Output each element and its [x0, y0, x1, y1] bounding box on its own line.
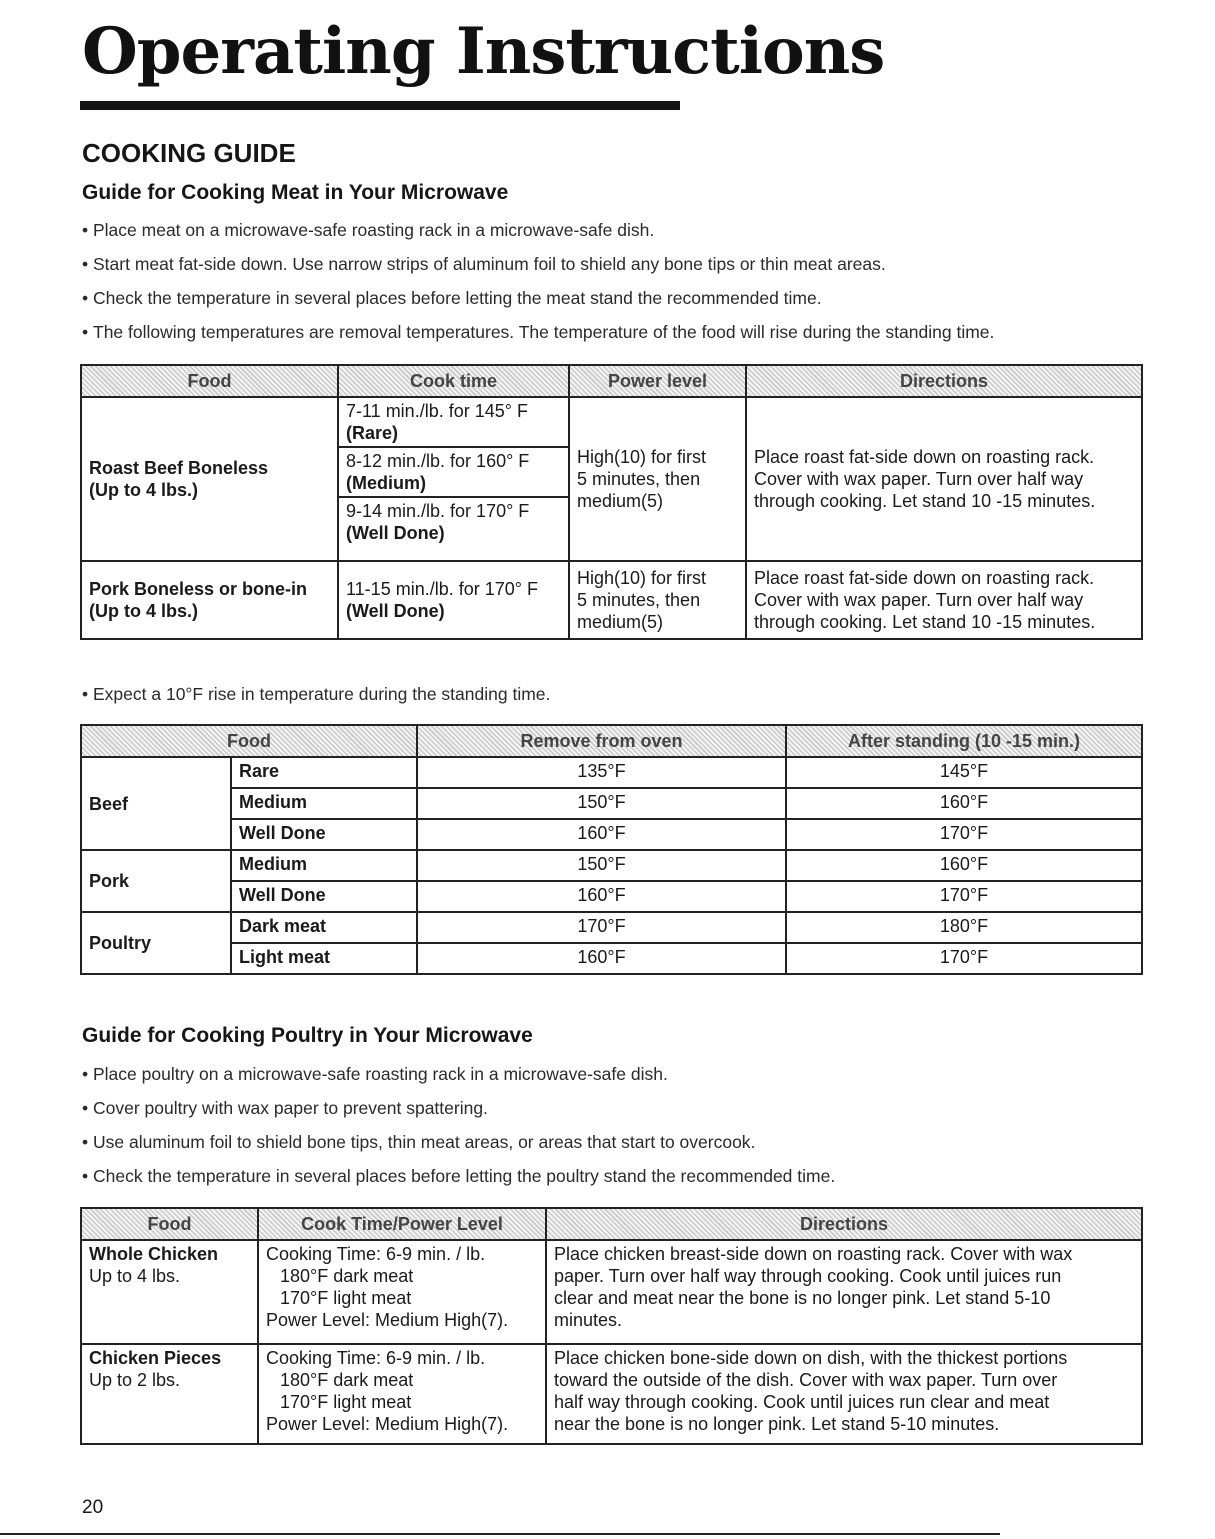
after-standing-cell: 170°F: [786, 881, 1142, 912]
list-item: • Place poultry on a microwave-safe roasting rack in a microwave-safe dish.: [82, 1064, 835, 1098]
doneness-cell: Light meat: [231, 943, 417, 974]
column-header: Food: [81, 1208, 258, 1240]
cook-time-cell: Cooking Time: 6-9 min. / lb. 180°F dark meat 170°F light meat Power Level: Medium High(7).: [258, 1240, 546, 1344]
meat-bullet-list: [82, 220, 994, 356]
after-standing-cell: 170°F: [786, 943, 1142, 974]
cook-time-cell: 11-15 min./lb. for 170° F (Well Done): [338, 561, 569, 639]
after-standing-cell: 145°F: [786, 757, 1142, 788]
meat-guide-heading: Guide for Cooking Meat in Your Microwave: [82, 181, 509, 204]
column-header: Food: [81, 725, 417, 757]
food-group-cell: Pork: [81, 850, 231, 912]
remove-temp-cell: 150°F: [417, 788, 786, 819]
directions-cell: Place roast fat-side down on roasting rack. Cover with wax paper. Turn over half way through cooking. Let stand 10 -15 minutes.: [746, 397, 1142, 561]
doneness-cell: Medium: [231, 788, 417, 819]
table-row: [81, 1240, 1142, 1344]
remove-temp-cell: 160°F: [417, 943, 786, 974]
section-heading: COOKING GUIDE: [82, 138, 296, 168]
food-cell: Roast Beef Boneless (Up to 4 lbs.): [81, 397, 338, 561]
standing-note: [82, 684, 550, 718]
after-standing-cell: 180°F: [786, 912, 1142, 943]
after-standing-cell: 160°F: [786, 788, 1142, 819]
page-title: Operating Instructions: [82, 14, 885, 89]
table-row: [81, 819, 1142, 850]
table-row: [81, 397, 1142, 561]
remove-temp-cell: 160°F: [417, 881, 786, 912]
doneness-cell: Dark meat: [231, 912, 417, 943]
food-cell: Whole Chicken Up to 4 lbs.: [81, 1240, 258, 1344]
poultry-guide-heading: Guide for Cooking Poultry in Your Microwave: [82, 1024, 533, 1047]
list-item: • Start meat fat-side down. Use narrow strips of aluminum foil to shield any bone tips or thin meat areas.: [82, 254, 994, 288]
food-cell: Chicken Pieces Up to 2 lbs.: [81, 1344, 258, 1444]
list-item: • Use aluminum foil to shield bone tips, thin meat areas, or areas that start to overcook.: [82, 1132, 835, 1166]
temperature-table: [80, 724, 1143, 975]
power-level-cell: High(10) for first 5 minutes, then medium(5): [569, 561, 746, 639]
list-item: • The following temperatures are removal temperatures. The temperature of the food will rise during the standing time.: [82, 322, 994, 356]
page-number: 20: [82, 1497, 104, 1518]
food-group-cell: Beef: [81, 757, 231, 850]
list-item: • Place meat on a microwave-safe roasting rack in a microwave-safe dish.: [82, 220, 994, 254]
table-header-row: [81, 365, 1142, 397]
list-item: • Cover poultry with wax paper to prevent spattering.: [82, 1098, 835, 1132]
footer-divider: [0, 1533, 1000, 1535]
table-row: [81, 1344, 1142, 1444]
after-standing-cell: 160°F: [786, 850, 1142, 881]
power-level-cell: High(10) for first 5 minutes, then medium(5): [569, 397, 746, 561]
column-header: Directions: [546, 1208, 1142, 1240]
food-group-cell: Poultry: [81, 912, 231, 974]
cook-time-cell: 7-11 min./lb. for 145° F (Rare) 8-12 min./lb. for 160° F (Medium) 9-14 min./lb. for 170° F (Well Done): [338, 397, 569, 561]
column-header: Power level: [569, 365, 746, 397]
cook-time-cell: Cooking Time: 6-9 min. / lb. 180°F dark meat 170°F light meat Power Level: Medium High(7).: [258, 1344, 546, 1444]
remove-temp-cell: 135°F: [417, 757, 786, 788]
table-row: [81, 912, 1142, 943]
table-header-row: [81, 1208, 1142, 1240]
column-header: After standing (10 -15 min.): [786, 725, 1142, 757]
doneness-cell: Well Done: [231, 881, 417, 912]
table-row: [81, 561, 1142, 639]
directions-cell: Place chicken bone-side down on dish, with the thickest portions toward the outside of the dish. Cover with wax paper. Turn over half way through cooking. Cook until juices run clear and meat near the bone is no longer pink. Let stand 5-10 minutes.: [546, 1344, 1142, 1444]
meat-cooking-table: [80, 364, 1143, 640]
column-header: Food: [81, 365, 338, 397]
column-header: Remove from oven: [417, 725, 786, 757]
table-header-row: [81, 725, 1142, 757]
column-header: Directions: [746, 365, 1142, 397]
directions-cell: Place roast fat-side down on roasting rack. Cover with wax paper. Turn over half way through cooking. Let stand 10 -15 minutes.: [746, 561, 1142, 639]
table-row: [81, 881, 1142, 912]
list-item: • Check the temperature in several places before letting the poultry stand the recommended time.: [82, 1166, 835, 1200]
title-underline: [80, 101, 680, 110]
list-item: • Check the temperature in several places before letting the meat stand the recommended time.: [82, 288, 994, 322]
after-standing-cell: 170°F: [786, 819, 1142, 850]
remove-temp-cell: 170°F: [417, 912, 786, 943]
doneness-cell: Rare: [231, 757, 417, 788]
table-row: [81, 943, 1142, 974]
remove-temp-cell: 160°F: [417, 819, 786, 850]
food-cell: Pork Boneless or bone-in (Up to 4 lbs.): [81, 561, 338, 639]
list-item: • Expect a 10°F rise in temperature during the standing time.: [82, 684, 550, 718]
table-row: [81, 757, 1142, 788]
directions-cell: Place chicken breast-side down on roasting rack. Cover with wax paper. Turn over half way through cooking. Cook until juices run clear and meat near the bone is no longer pink. Let stand 5-10 minutes.: [546, 1240, 1142, 1344]
column-header: Cook Time/Power Level: [258, 1208, 546, 1240]
column-header: Cook time: [338, 365, 569, 397]
table-row: [81, 850, 1142, 881]
poultry-bullet-list: [82, 1064, 835, 1200]
table-row: [81, 788, 1142, 819]
doneness-cell: Well Done: [231, 819, 417, 850]
doneness-cell: Medium: [231, 850, 417, 881]
poultry-cooking-table: [80, 1207, 1143, 1445]
remove-temp-cell: 150°F: [417, 850, 786, 881]
